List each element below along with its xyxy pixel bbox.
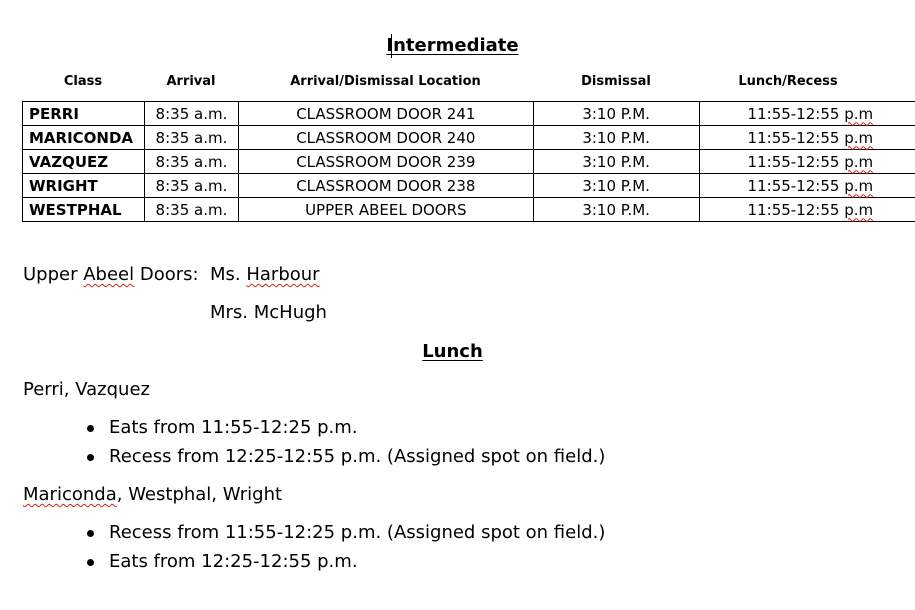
cell-class: WESTPHAL — [23, 198, 145, 222]
cell-lunch-recess — [699, 150, 915, 174]
table-row — [23, 198, 915, 222]
lunch-times: 11:55-12:55 — [747, 128, 840, 147]
staff1-name: Harbour — [246, 264, 320, 285]
cell-arrival: 8:35 a.m. — [144, 198, 238, 222]
cell-arrival: 8:35 a.m. — [144, 174, 238, 198]
door-staff-1 — [210, 264, 320, 285]
bullet-icon — [87, 454, 94, 461]
group1-item: Eats from 11:55-12:25 p.m. — [109, 417, 358, 438]
bullet-icon — [87, 559, 94, 566]
table-row — [23, 174, 915, 198]
column-header-dismissal: Dismissal — [581, 74, 651, 89]
doors-label-suffix: Doors: — [134, 264, 199, 285]
bullet-icon — [87, 530, 94, 537]
table-row — [23, 126, 915, 150]
group2-label — [23, 484, 282, 505]
group2-item: Eats from 12:25-12:55 p.m. — [109, 551, 358, 572]
table-header-row — [22, 74, 915, 90]
lunch-suffix: p.m — [844, 152, 874, 171]
lunch-suffix: p.m — [844, 176, 874, 195]
door-staff-2: Mrs. McHugh — [210, 302, 327, 323]
column-header-arrival: Arrival — [166, 74, 216, 89]
document-title: Intermediate — [386, 35, 519, 56]
cell-location: CLASSROOM DOOR 240 — [238, 126, 533, 150]
schedule-table — [22, 101, 915, 222]
cell-class: PERRI — [23, 102, 145, 126]
cell-location: CLASSROOM DOOR 238 — [238, 174, 533, 198]
cell-location: CLASSROOM DOOR 241 — [238, 102, 533, 126]
cell-dismissal: 3:10 P.M. — [533, 174, 699, 198]
group2-label-rest: , Westphal, Wright — [116, 484, 283, 505]
group2-label-word: Mariconda — [23, 484, 117, 505]
column-header-location: Arrival/Dismissal Location — [290, 74, 481, 89]
bullet-icon — [87, 425, 94, 432]
cell-class: WRIGHT — [23, 174, 145, 198]
cell-lunch-recess — [699, 102, 915, 126]
column-header-class: Class — [63, 74, 103, 89]
cell-location: UPPER ABEEL DOORS — [238, 198, 533, 222]
lunch-suffix: p.m — [844, 104, 874, 123]
staff1-prefix: Ms. — [210, 264, 247, 285]
lunch-suffix: p.m — [844, 200, 874, 219]
column-header-lunch-recess: Lunch/Recess — [738, 74, 838, 89]
group1-label: Perri, Vazquez — [23, 379, 150, 400]
cell-dismissal: 3:10 P.M. — [533, 150, 699, 174]
table-row — [23, 102, 915, 126]
cell-dismissal: 3:10 P.M. — [533, 126, 699, 150]
cell-arrival: 8:35 a.m. — [144, 126, 238, 150]
doors-label-prefix: Upper — [23, 264, 84, 285]
lunch-times: 11:55-12:55 — [747, 104, 840, 123]
cell-lunch-recess — [699, 198, 915, 222]
cell-lunch-recess — [699, 126, 915, 150]
lunch-times: 11:55-12:55 — [747, 200, 840, 219]
cell-lunch-recess — [699, 174, 915, 198]
lunch-times: 11:55-12:55 — [747, 176, 840, 195]
lunch-heading: Lunch — [422, 341, 483, 362]
cell-arrival: 8:35 a.m. — [144, 102, 238, 126]
group1-item: Recess from 12:25-12:55 p.m. (Assigned spot on field.) — [109, 446, 606, 467]
cell-dismissal: 3:10 P.M. — [533, 102, 699, 126]
cell-location: CLASSROOM DOOR 239 — [238, 150, 533, 174]
doors-label-word: Abeel — [83, 264, 135, 285]
table-row — [23, 150, 915, 174]
cell-class: MARICONDA — [23, 126, 145, 150]
lunch-times: 11:55-12:55 — [747, 152, 840, 171]
cell-dismissal: 3:10 P.M. — [533, 198, 699, 222]
group2-item: Recess from 11:55-12:25 p.m. (Assigned spot on field.) — [109, 522, 606, 543]
cell-class: VAZQUEZ — [23, 150, 145, 174]
cell-arrival: 8:35 a.m. — [144, 150, 238, 174]
upper-abeel-doors-label — [23, 264, 199, 285]
lunch-suffix: p.m — [844, 128, 874, 147]
